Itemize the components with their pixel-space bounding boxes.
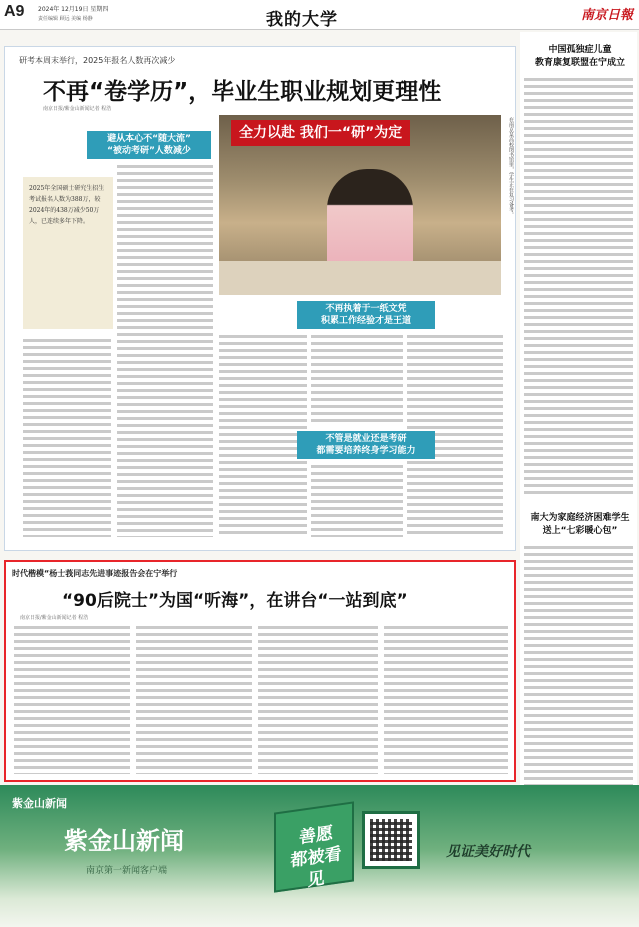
ad-headline: 紫金山新闻	[64, 827, 184, 855]
photo-banner: 全力以赴 我们一“研”为定	[231, 120, 410, 146]
lead-article	[4, 46, 516, 551]
subhead-3: 不管是就业还是考研 都需要培养终身学习能力	[297, 431, 435, 459]
text-column	[219, 335, 307, 537]
feature-kicker: 时代楷模“杨士莪同志先进事迹报告会在宁举行	[12, 569, 178, 578]
subhead-2: 不再执着于一纸文凭 积累工作经验才是王道	[297, 301, 435, 329]
text-column	[524, 546, 633, 786]
side-note-box	[23, 177, 113, 329]
text-column	[14, 626, 130, 774]
photo-caption: 在南京某高校图书馆里，学生正在复习备考。	[508, 117, 514, 217]
page-number: A9	[4, 3, 25, 20]
text-column	[384, 626, 508, 774]
text-column	[311, 465, 403, 537]
side-note-text: 2025年全国硕士研究生招生考试报名人数为388万，较2024年的438万减少50万人，已连续多年下降。	[29, 185, 105, 225]
ad-cube-text: 善愿 都被看见	[290, 823, 342, 891]
text-column	[311, 335, 403, 425]
editors-line: 责任编辑 顾远 美编 杨静	[38, 16, 93, 22]
text-column	[258, 626, 378, 774]
ad-brand: 紫金山新闻	[12, 797, 67, 810]
text-column	[23, 339, 111, 537]
lead-subtitle: 研考本周末举行，2025年报名人数再次减少	[19, 56, 176, 65]
desk	[219, 261, 501, 295]
advertisement	[0, 785, 639, 927]
feature-byline: 南京日报/紫金山新闻记者 程浩	[20, 615, 89, 621]
masthead	[0, 0, 639, 30]
issue-date: 2024年 12月19日 星期四	[38, 6, 109, 13]
feature-headline: “90后院士”为国“听海”，在讲台“一站到底”	[62, 591, 408, 611]
qr-code-icon	[362, 811, 420, 869]
lead-byline: 南京日报/紫金山新闻记者 程浩	[43, 106, 112, 112]
right-headline-1: 中国孤独症儿童 教育康复联盟在宁成立	[534, 45, 625, 68]
text-column	[136, 626, 252, 774]
newspaper-logo: 南京日報	[580, 8, 633, 23]
ad-cube	[274, 801, 354, 892]
lead-photo	[219, 115, 501, 295]
right-column	[520, 32, 637, 792]
right-headline-2: 南大为家庭经济困难学生 送上“七彩暖心包”	[530, 513, 630, 536]
featured-article	[4, 560, 516, 782]
ad-subline: 南京第一新闻客户端	[86, 866, 168, 876]
section-title: 我的大学	[266, 10, 338, 30]
text-column	[117, 165, 213, 537]
text-column	[524, 78, 633, 498]
lead-headline: 不再“卷学历”，毕业生职业规划更理性	[43, 79, 442, 105]
subhead-1: 避从本心不“随大流” “被动考研”人数减少	[87, 131, 211, 159]
ad-slogan: 见证美好时代	[446, 844, 530, 860]
